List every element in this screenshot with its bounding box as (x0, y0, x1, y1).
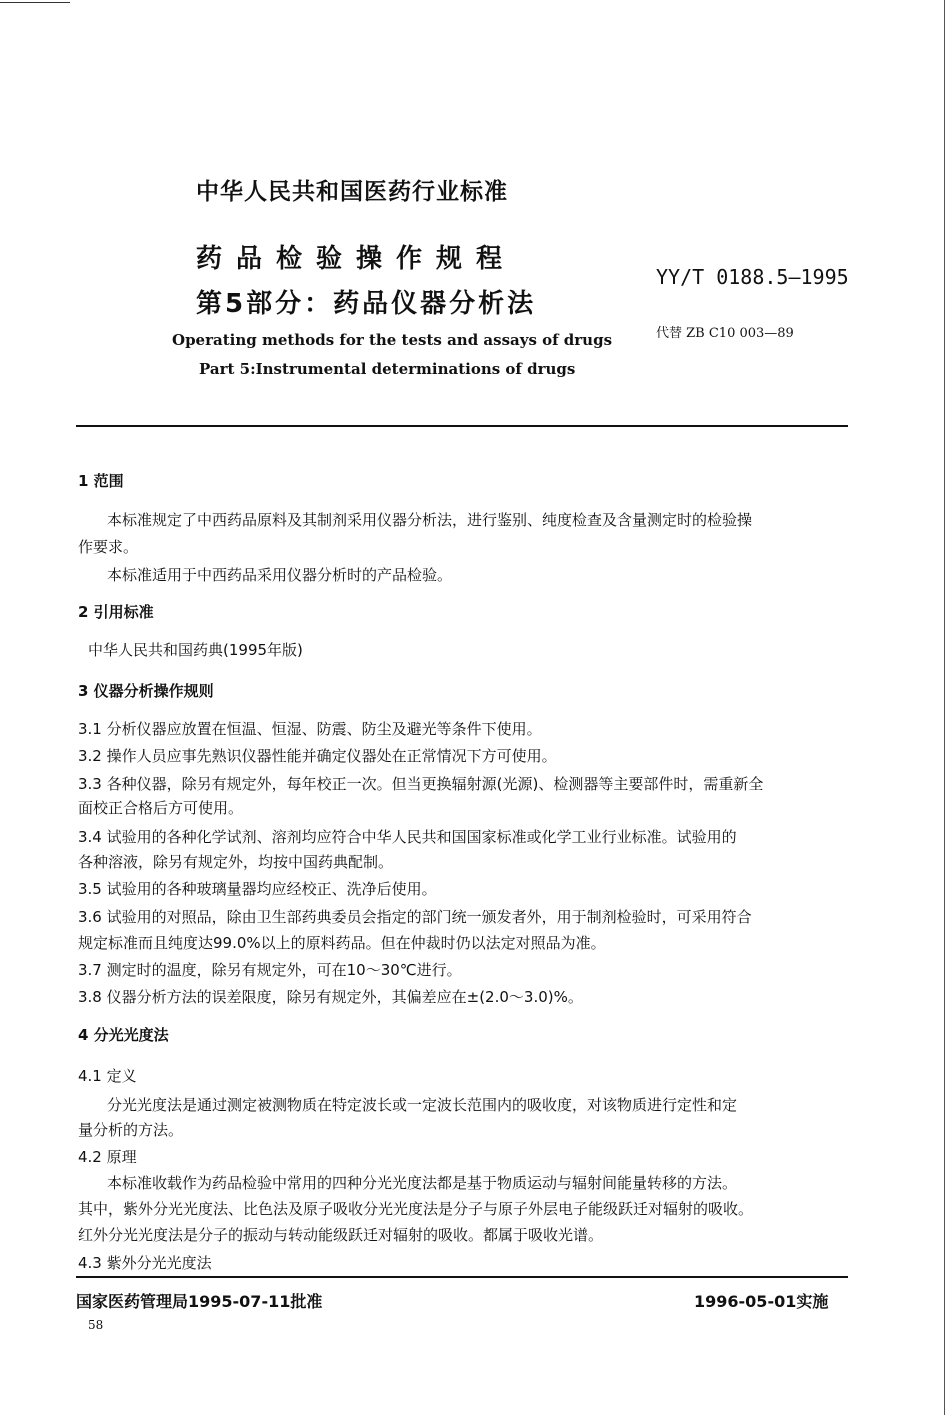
clause: 3.5 试验用的各种玻璃量器均应经校正、洗净后使用。 (78, 880, 437, 898)
paragraph: 本标准规定了中西药品原料及其制剂采用仪器分析法，进行鉴别、纯度检查及含量测定时的检验操 (107, 511, 753, 529)
clause: 规定标准而且纯度达99.0%以上的原料药品。但在仲裁时仍以法定对照品为准。 (78, 934, 606, 952)
section-1-heading: 1 范围 (78, 472, 124, 490)
title-en-line2: Part 5:Instrumental determinations of drugs (199, 360, 576, 378)
subsection-heading: 4.2 原理 (78, 1148, 137, 1166)
subsection-heading: 4.1 定义 (78, 1067, 137, 1085)
paragraph: 中华人民共和国药典(1995年版) (88, 641, 303, 659)
page-number: 58 (88, 1318, 104, 1332)
paragraph: 本标准适用于中西药品采用仪器分析时的产品检验。 (107, 566, 453, 584)
clause: 3.2 操作人员应事先熟识仪器性能并确定仪器处在正常情况下方可使用。 (78, 747, 557, 765)
title-en-line1: Operating methods for the tests and assays of drugs (172, 331, 613, 349)
clause: 3.3 各种仪器，除另有规定外，每年校正一次。但当更换辐射源(光源)、检测器等主要部件时，需重新全 (78, 775, 764, 793)
paragraph: 分光光度法是通过测定被测物质在特定波长或一定波长范围内的吸收度，对该物质进行定性和定 (107, 1096, 738, 1114)
clause: 3.7 测定时的温度，除另有规定外，可在10～30℃进行。 (78, 961, 462, 979)
standard-number: YY/T 0188.5—1995 (656, 265, 849, 289)
clause: 3.6 试验用的对照品，除由卫生部药典委员会指定的部门统一颁发者外，用于制剂检验时，可采用符合 (78, 908, 752, 926)
section-4-heading: 4 分光光度法 (78, 1026, 169, 1044)
replaces-standard: 代替 ZB C10 003—89 (656, 326, 794, 341)
footer-divider (76, 1276, 848, 1278)
section-3-heading: 3 仪器分析操作规则 (78, 682, 214, 700)
clause: 面校正合格后方可使用。 (78, 799, 244, 817)
paragraph: 红外分光光度法是分子的振动与转动能级跃迁对辐射的吸收。都属于吸收光谱。 (78, 1226, 604, 1244)
top-edge-line (0, 2, 70, 3)
paragraph: 量分析的方法。 (78, 1121, 184, 1139)
effective-date: 1996-05-01实施 (694, 1292, 829, 1311)
title-cn-line1: 药品检验操作规程 (196, 244, 517, 274)
clause: 3.4 试验用的各种化学试剂、溶剂均应符合中华人民共和国国家标准或化学工业行业标准。试验用的 (78, 828, 737, 846)
paragraph: 作要求。 (78, 538, 139, 556)
paragraph: 其中，紫外分光光度法、比色法及原子吸收分光光度法是分子与原子外层电子能级跃迁对辐射的吸收。 (78, 1200, 754, 1218)
paragraph: 本标准收载作为药品检验中常用的四种分光光度法都是基于物质运动与辐射间能量转移的方法。 (107, 1174, 738, 1192)
approval-info: 国家医药管理局1995-07-11批准 (76, 1292, 323, 1311)
clause: 3.1 分析仪器应放置在恒温、恒湿、防震、防尘及避光等条件下使用。 (78, 720, 542, 738)
standard-category: 中华人民共和国医药行业标准 (196, 179, 508, 205)
clause: 3.8 仪器分析方法的误差限度，除另有规定外，其偏差应在±(2.0～3.0)%。 (78, 988, 583, 1006)
header-divider (76, 425, 848, 427)
title-cn-line2: 第5部分：药品仪器分析法 (196, 289, 537, 319)
subsection-heading: 4.3 紫外分光光度法 (78, 1254, 212, 1272)
right-edge-line (944, 0, 945, 1415)
section-2-heading: 2 引用标准 (78, 603, 154, 621)
clause: 各种溶液，除另有规定外，均按中国药典配制。 (78, 853, 394, 871)
